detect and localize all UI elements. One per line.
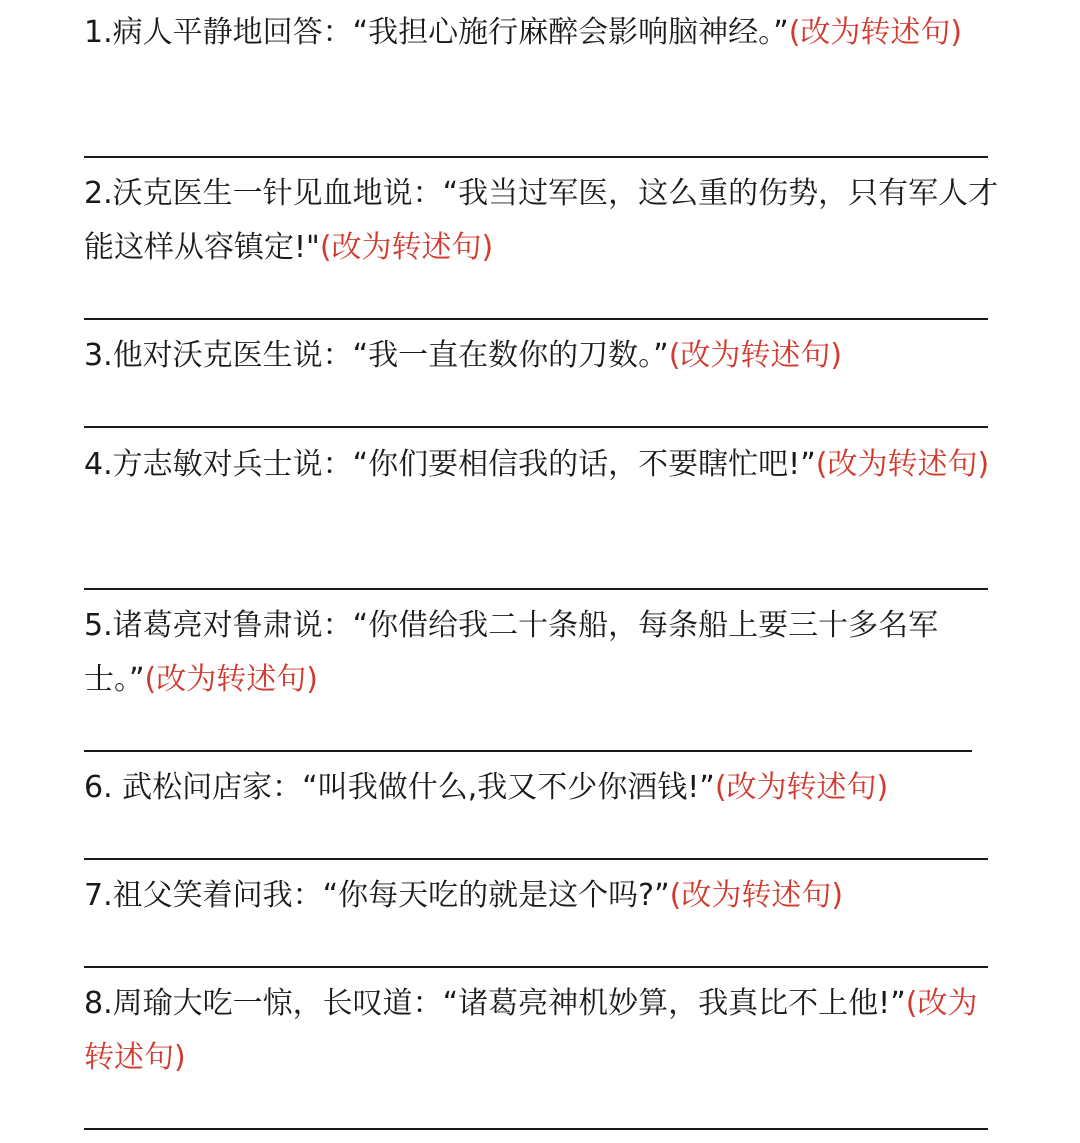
question-hint: (改为转述句): [668, 338, 843, 373]
question-hint: (改为转述句): [714, 770, 889, 805]
question-hint: (改为转述句): [319, 230, 494, 265]
answer-line[interactable]: [84, 966, 988, 968]
answer-line[interactable]: [84, 750, 972, 752]
question-8: [84, 977, 1000, 1085]
answer-line[interactable]: [84, 858, 988, 860]
answer-line[interactable]: [84, 426, 988, 428]
question-hint: (改为转述句): [144, 662, 318, 697]
question-text: 2.沃克医生一针见血地说：“我当过军医，这么重的伤势，只有军人才能这样从容镇定!": [84, 176, 999, 265]
question-text: 8.周瑜大吃一惊，长叹道：“诸葛亮神机妙算，我真比不上他!”: [84, 986, 906, 1021]
question-text: 4.方志敏对兵士说：“你们要相信我的话，不要瞎忙吧!”: [84, 447, 816, 482]
question-text: 6. 武松问店家：“叫我做什么,我又不少你酒钱!”: [84, 770, 715, 805]
question-hint: (改为转述句): [669, 878, 844, 913]
question-hint: (改为转述句): [84, 986, 978, 1075]
answer-line[interactable]: [84, 588, 988, 590]
question-hint: (改为转述句): [815, 447, 990, 482]
question-4: [84, 438, 1000, 492]
answer-line[interactable]: [84, 318, 988, 320]
question-7: [84, 869, 1000, 923]
question-text: 5.诸葛亮对鲁肃说：“你借给我二十条船，每条船上要三十多名军士。”: [84, 608, 939, 697]
question-hint: (改为转述句): [788, 15, 963, 50]
question-2: [84, 167, 1000, 275]
answer-line[interactable]: [84, 156, 988, 158]
question-1: [84, 6, 1000, 60]
answer-line[interactable]: [84, 1128, 988, 1130]
question-6: [84, 761, 1000, 815]
question-3: [84, 329, 1000, 383]
question-text: 3.他对沃克医生说：“我一直在数你的刀数。”: [84, 338, 669, 373]
question-text: 1.病人平静地回答：“我担心施行麻醉会影响脑神经。”: [84, 15, 789, 50]
question-text: 7.祖父笑着问我：“你每天吃的就是这个吗?”: [84, 878, 670, 913]
question-5: [84, 599, 1000, 707]
